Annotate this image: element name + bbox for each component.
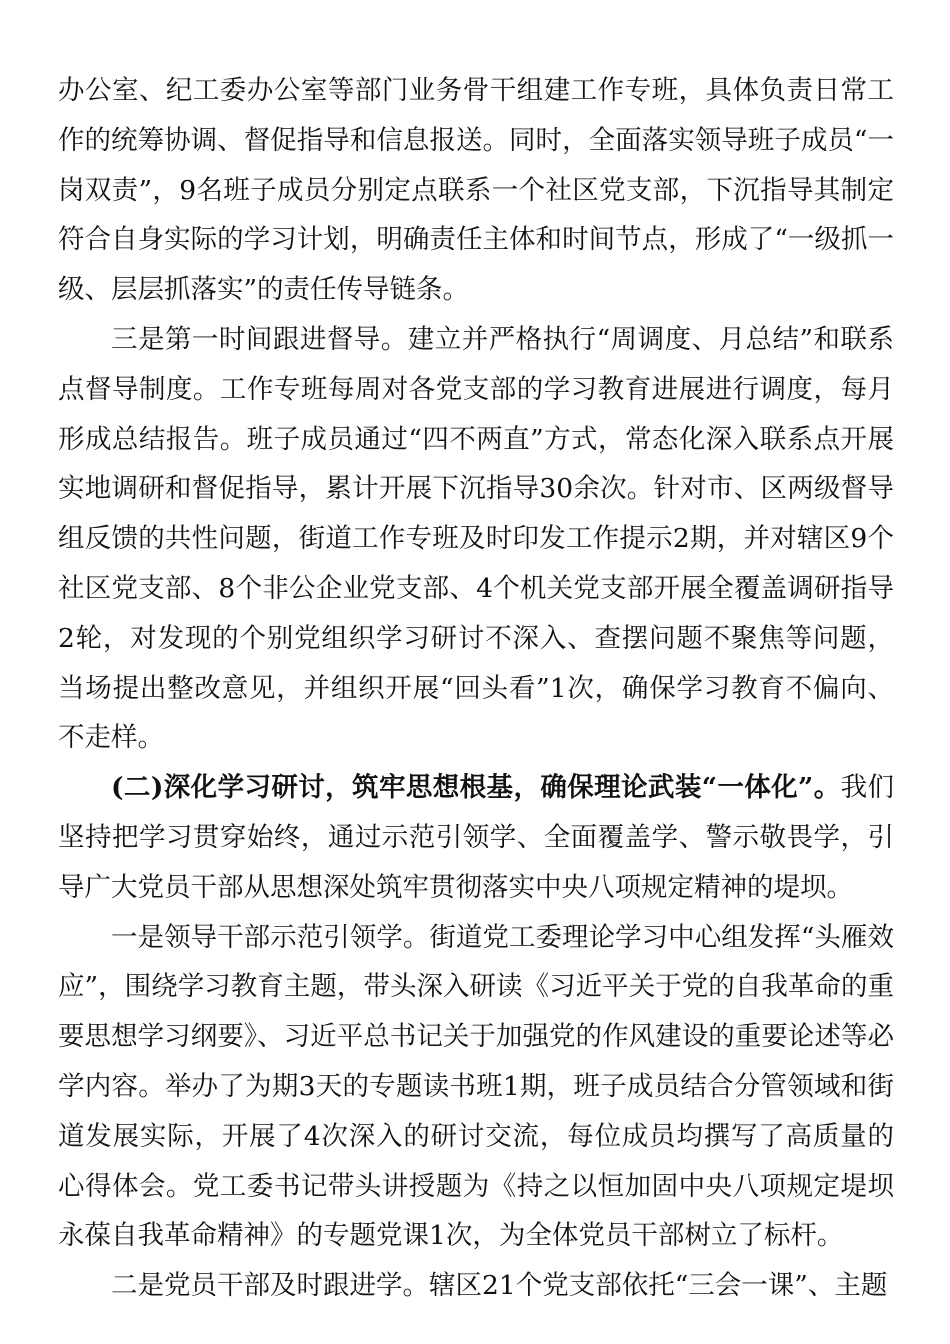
document-page (58, 66, 894, 1311)
paragraph-3 (58, 763, 894, 912)
section-heading: (二)深化学习研讨，筑牢思想根基，确保理论武装“一体化”。 (111, 772, 841, 804)
paragraph-1: 办公室、纪工委办公室等部门业务骨干组建工作专班，具体负责日常工作的统筹协调、督促指导和信息报送。同时，全面落实领导班子成员“一岗双责”，9名班子成员分别定点联系一个社区党支部，下沉指导其制定符合自身实际的学习计划，明确责任主体和时间节点，形成了“一级抓一级、层层抓落实”的责任传导链条。 (58, 75, 894, 306)
paragraph-2: 三是第一时间跟进督导。建立并严格执行“周调度、月总结”和联系点督导制度。工作专班每周对各党支部的学习教育进展进行调度，每月形成总结报告。班子成员通过“四不两直”方式，常态化深入联系点开展实地调研和督促指导，累计开展下沉指导30余次。针对市、区两级督导组反馈的共性问题，街道工作专班及时印发工作提示2期，并对辖区9个社区党支部、8个非公企业党支部、4个机关党支部开展全覆盖调研指导2轮，对发现的个别党组织学习研讨不深入、查摆问题不聚焦等问题，当场提出整改意见，并组织开展“回头看”1次，确保学习教育不偏向、不走样。 (58, 323, 894, 754)
paragraph-4: 一是领导干部示范引领学。街道党工委理论学习中心组发挥“头雁效应”，围绕学习教育主题，带头深入研读《习近平关于党的自我革命的重要思想学习纲要》、习近平总书记关于加强党的作风建设的重要论述等必学内容。举办了为期3天的专题读书班1期，班子成员结合分管领域和街道发展实际，开展了4次深入的研讨交流，每位成员均撰写了高质量的心得体会。党工委书记带头讲授题为《持之以恒加固中央八项规定堤坝永葆自我革命精神》的专题党课1次，为全体党员干部树立了标杆。 (58, 921, 894, 1252)
paragraph-5: 二是党员干部及时跟进学。辖区21个党支部依托“三会一课”、主题 (111, 1270, 888, 1302)
paragraph-3-body: 我们坚持把学习贯穿始终，通过示范引领学、全面覆盖学、警示敬畏学，引导广大党员干部从思想深处筑牢贯彻落实中央八项规定精神的堤坝。 (58, 772, 895, 903)
